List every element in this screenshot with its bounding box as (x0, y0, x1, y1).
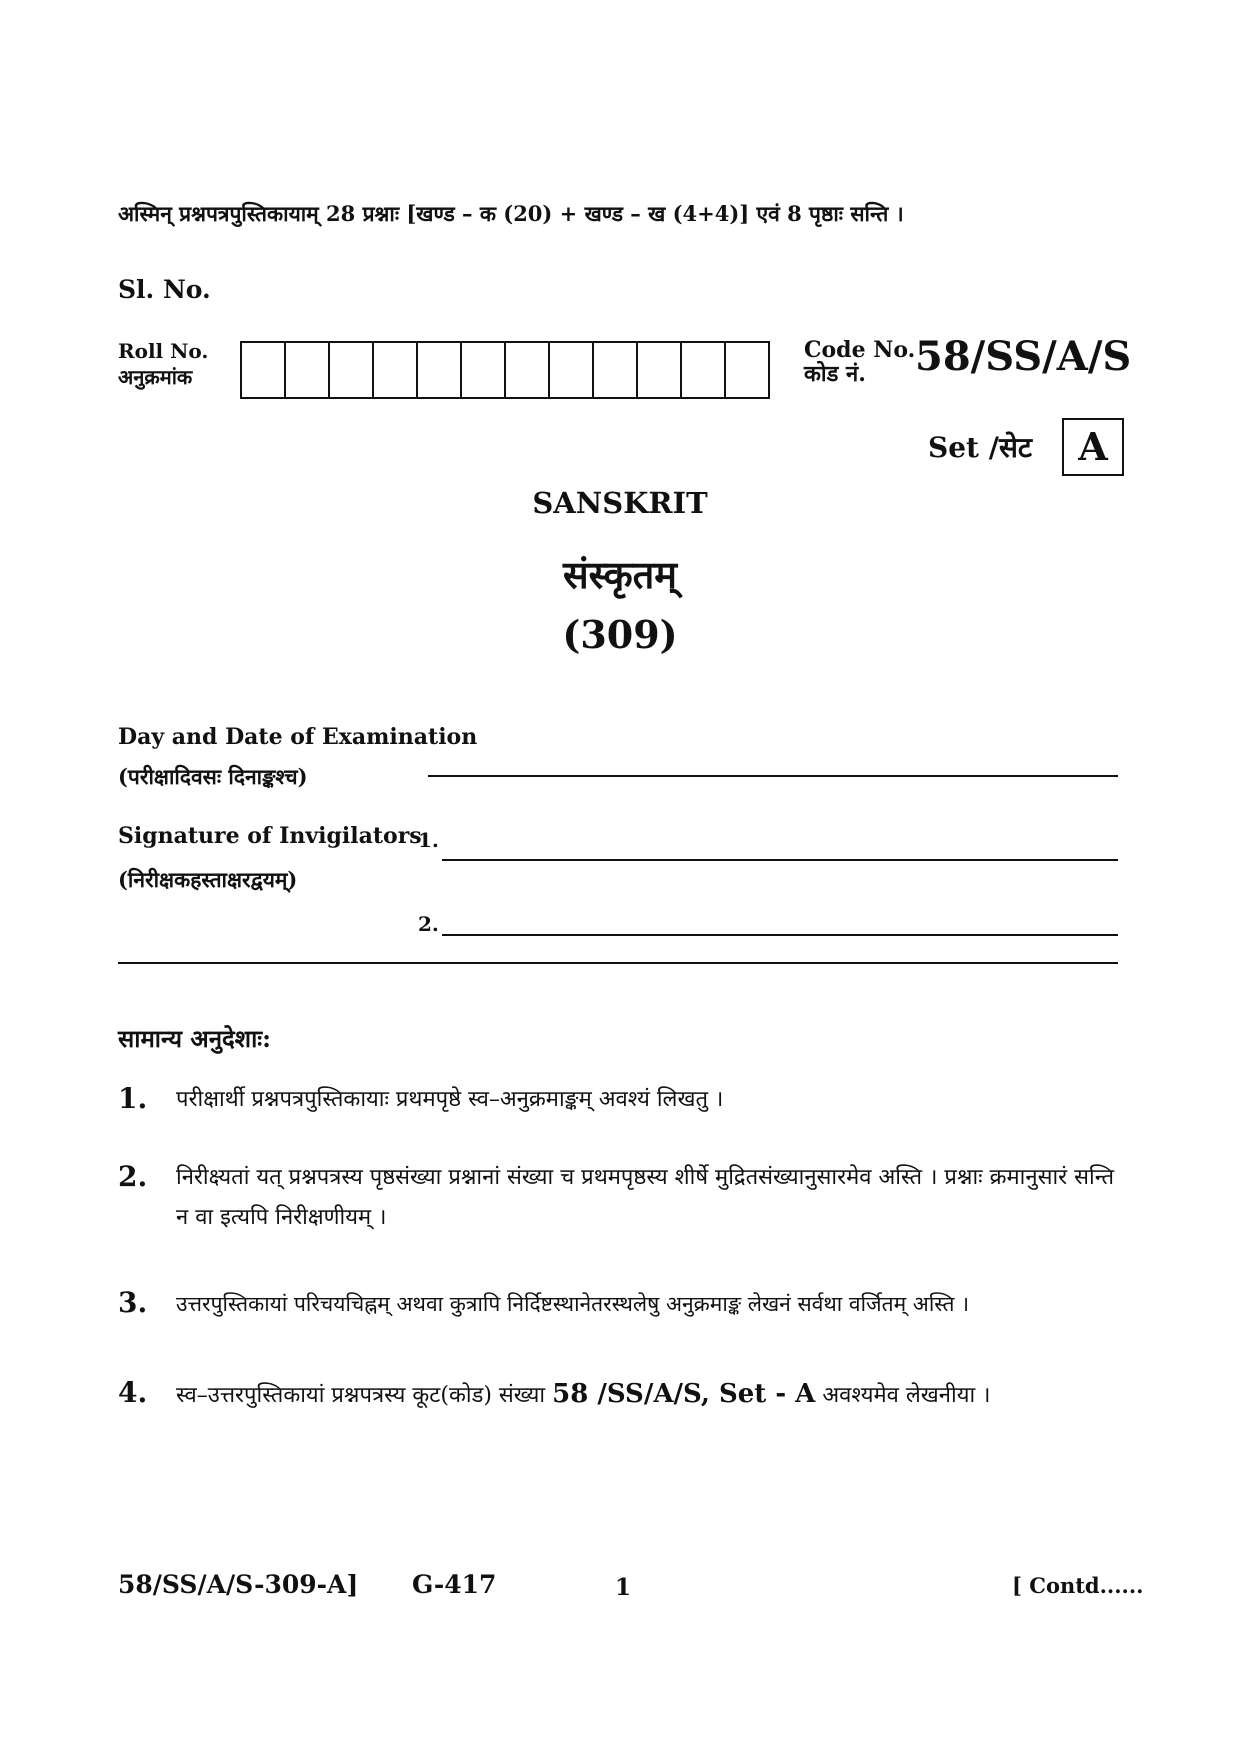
signature-1-number: 1. (418, 828, 439, 852)
roll-number-box[interactable] (242, 341, 286, 399)
footer-paper-code: 58/SS/A/S-309-A] (118, 1570, 359, 1599)
set-label: Set /सेट (928, 431, 1032, 464)
code-label (804, 338, 915, 386)
roll-number-box[interactable] (418, 341, 462, 399)
instruction-text: परीक्षार्थी प्रश्नपत्रपुस्तिकायाः प्रथमपृष्ठे स्व–अनुक्रमाङ्कम् अवश्यं लिखतु । (176, 1087, 724, 1112)
exam-date-label-sanskrit: (परीक्षादिवसः दिनाङ्कश्च) (118, 764, 308, 789)
roll-number-box[interactable] (330, 341, 374, 399)
roll-number-box[interactable] (550, 341, 594, 399)
instruction-text: निरीक्ष्यतां यत् प्रश्नपत्रस्य पृष्ठसंख्या प्रश्नानां संख्या च प्रथमपृष्ठस्य शीर्षे मुद्रितसंख्यानुसारमेव अस्ति । प्रश्नाः क्रमानुसारं सन्ति न वा इत्यपि निरीक्षणीयम् । (176, 1165, 1115, 1230)
exam-date-line[interactable] (428, 775, 1118, 777)
signature-2-number: 2. (418, 912, 439, 936)
code-label-sanskrit: कोड नं. (804, 361, 866, 387)
roll-number-box[interactable] (682, 341, 726, 399)
roll-number-box[interactable] (374, 341, 418, 399)
instruction-number: 2. (118, 1160, 148, 1193)
exam-date-label-english: Day and Date of Examination (118, 724, 478, 750)
footer-page-number: 1 (615, 1574, 632, 1601)
set-value-box: A (1062, 418, 1124, 476)
roll-number-box[interactable] (638, 341, 682, 399)
footer-booklet-code: G-417 (412, 1570, 497, 1599)
instruction-text: स्व–उत्तरपुस्तिकायां प्रश्नपत्रस्य कूट(कोड) संख्या 58 /SS/A/S, Set - A अवश्यमेव लेखनीया । (176, 1379, 991, 1409)
signature-1-line[interactable] (442, 859, 1118, 861)
footer-continued: [ Contd...... (1012, 1573, 1144, 1598)
invigilator-label-english: Signature of Invigilators (118, 823, 422, 849)
code-value: 58/SS/A/S (915, 333, 1132, 380)
roll-number-box[interactable] (286, 341, 330, 399)
signature-2-line[interactable] (442, 934, 1118, 936)
roll-number-box[interactable] (506, 341, 550, 399)
instruction-code-emphasis: 58 /SS/A/S, Set - A (552, 1379, 816, 1409)
roll-number-label (118, 338, 208, 390)
roll-number-box[interactable] (594, 341, 638, 399)
roll-label-english: Roll No. (118, 339, 209, 363)
instructions-heading: सामान्य अनुदेशाः: (118, 1024, 272, 1053)
roll-number-box[interactable] (462, 341, 506, 399)
subject-title-english: SANSKRIT (532, 486, 708, 520)
roll-label-sanskrit: अनुक्रमांक (118, 365, 193, 389)
roll-number-box[interactable] (726, 341, 770, 399)
subject-code: (309) (562, 612, 678, 657)
section-divider (118, 962, 1118, 964)
instruction-number: 4. (118, 1376, 148, 1409)
invigilator-label-sanskrit: (निरीक्षकहस्ताक्षरद्वयम्) (118, 867, 298, 892)
code-label-english: Code No. (804, 337, 916, 363)
serial-number-label: Sl. No. (118, 275, 211, 304)
instruction-text: उत्तरपुस्तिकायां परिचयचिह्नम् अथवा कुत्रापि निर्दिष्टस्थानेतरस्थलेषु अनुक्रमाङ्क लेखनं सर्वथा वर्जितम् अस्ति । (176, 1292, 970, 1316)
instruction-number: 3. (118, 1286, 148, 1319)
booklet-info-note: अस्मिन् प्रश्नपत्रपुस्तिकायाम् 28 प्रश्नाः [खण्ड – क (20) + खण्ड – ख (4+4)] एवं 8 पृष्ठाः सन्ति । (118, 201, 904, 226)
instruction-number: 1. (118, 1082, 148, 1115)
roll-number-boxes[interactable] (240, 341, 770, 399)
subject-title-sanskrit: संस्कृतम् (562, 552, 678, 597)
